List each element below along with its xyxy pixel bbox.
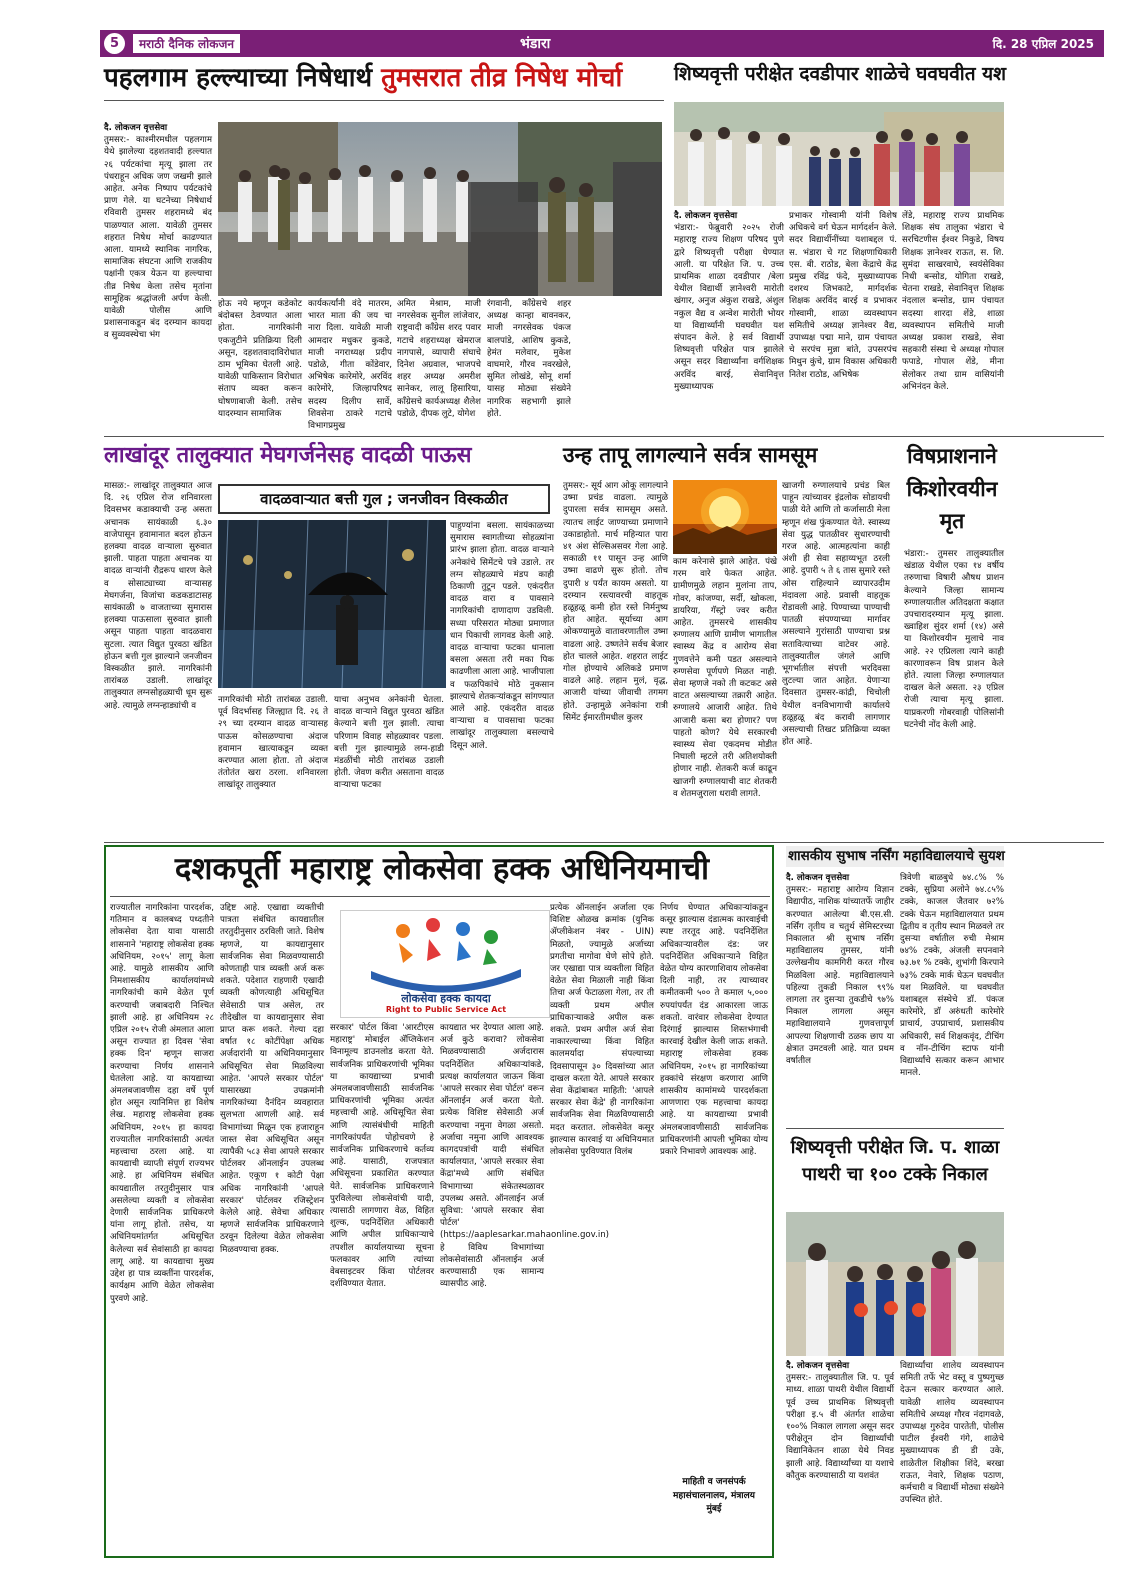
story3-rain-photo (218, 520, 446, 688)
story2-school-photo (674, 102, 1004, 206)
story2-column-3: लेंडे, महाराष्ट्र राज्य प्राथमिक शिक्षक संघ तालुका भंडारा चे सरचिटणीस ईश्वर निकुडे, विषय शिक्षक ज्ञानेश्वर राऊत, स. शि. सुमंदा साखरवाघे, स्वयंसेविका निधी बन्सोड, योगिता राखडे, चेतना राखडे, सेवानिवृत्त शिक्षक नंदलाल बन्सोड, ग्राम पंचायत सदस्या शारदा शेंडे, शाळा व्यवस्थापन समितीचे माजी अध्यक्ष प्रकाश राखडे, सेवा सहकारी संस्था चे अध्यक्ष गोपाल फपाडे, गोपाल शेंडे, मीना सेलोकर तथा ग्राम वासियांनी अभिनंदन केले. (902, 211, 1004, 392)
story6-logo (340, 910, 550, 1018)
divider (104, 842, 1104, 843)
story3-headline: लाखांदूर तालुक्यात मेघगर्जनेसह वादळी पाऊस (104, 443, 472, 468)
story1-column-3: कार्यकर्त्यांनी वंदे मातरम, भारत माता की जय चा नारा दिला. यावेळी माजी आमदार मधुकर कुकडे, माजी नगराध्यक्ष प्रदीप पडोळे, गीता कोंडेवार, अभिषेक कारेमोरे, अरविंद कारेमोरे, जिल्हापरिषद सदस्य दिलीप सार्वे, शिवसेना ठाकरे गटाचे विभागप्रमुख (308, 299, 392, 432)
story1-col1-text: तुमसर:- काश्मीरमधील पहलगाम येथे झालेल्या दहशतवादी हल्ल्यात २६ पर्यटकांचा मृत्यू झाला तर पंधराहून अधिक जण जखमी झाले आहेत. अनेक निष्पाप पर्यटकांचे प्राण गेले. या घटनेच्या निषेधार्थ रविवारी तुमसर शहरामध्ये बंद पाळण्यात आला. यावेळी तुमसर शहरात निषेध मोर्चा काढण्यात आला. यामध्ये स्थानिक नागरिक, सामाजिक संघटना आणि राजकीय पक्षांनी एकत्र येऊन या हल्ल्याचा तीव्र निषेध केला तसेच मृतांना सामूहिक श्रद्धांजली अर्पण केली. यावेळी पोलीस आणि प्रशासनाकडून बंद दरम्यान कायदा व सुव्यवस्थेचा भंग (104, 135, 212, 341)
page-header (100, 30, 1104, 57)
logo-title: लोकसेवा हक्क कायदा (401, 992, 491, 1005)
story5-column-1: भंडारा:- तुमसर तालुक्यातील खंडाळ येथील एका १४ वर्षीय तरुणाचा विषारी औषध प्राशन केल्याने जिल्हा सामान्य रुग्णालयातील अतिदक्षता कक्षात उपचारादरम्यान मृत्यू झाला. ख्वाहिश सुंदर शर्मा (१४) असे या किशोरवयीन मुलाचे नाव आहे. २२ एप्रिलला त्याने काही कारणावरून विष प्राशन केले होते. त्याला जिल्हा रुग्णालयात दाखल केले असता. २३ एप्रिल रोजी त्याचा मृत्यू झाला. याप्रकरणी गोबरवाही पोलिसांनी घटनेची नोंद केली आहे. (904, 549, 1004, 730)
story5-headline-line1: विषप्राशनाने (907, 444, 997, 468)
story4-column-2: काम करेनासे झाले आहेत. पंखे गरम वारे फेकत आहेत. ग्रामीणमुळे लहान मुलांना ताप, गोवर, कांजण्या, सर्दी, खोकला, डायरिया, गॅस्ट्रो ज्वर करीत आहेत. तुमसरचे शासकीय रुग्णालय आणि ग्रामीण भागातील स्वास्थ्य केंद्र व आरोग्य सेवा गुणवत्तेने कमी पडत असल्याने रुग्णसेवा पूर्णपणे मिळत नाही. सेवा म्हणजे नको ती कटकट असे वाटत असल्याच्या तक्रारी आहेत. रुग्णालये आजारी आहेत. तिथे आजारी कसा बरा होणार? पण पाहतो कोण? येथे सरकारची स्वास्थ्य सेवा एकदमच मोडीत निघाली म्हटले तरी अतिशयोक्ती होणार नाही. शेतकरी कर्ज काढून खाजगी रुग्णालयाची वाट शेतकरी व शेतमजुराला धरावी लागते. (673, 557, 777, 799)
divider (104, 100, 664, 101)
rain-umbrella-image (218, 520, 446, 688)
edition-date: दि. 28 एप्रिल 2025 (992, 37, 1094, 51)
story2-column-2: प्रभाकर गोस्वामी यांनी विशेष अधिकचे वर्ग घेऊन मार्गदर्शन केले. सदर विद्यार्थीनींच्या यशाबद्दल पं. स. भंडारा चे गट शिक्षणाधिकारी एस. बी. राठोड, बेला केंद्राचे केंद्र प्रमुख रविंद्र फंदे, मुख्याध्यापक दशरथ जिभकाटे, मार्गदर्शक शिक्षक अरविंद बारई व प्रभाकर गोस्वामी, शाळा व्यवस्थापन समितीचे अध्यक्ष ज्ञानेश्वर वैद्य, उपाध्यक्ष पद्मा माने, ग्राम पंचायत चे सरपंच मुन्ना बांते, उपसरपंच मिथुन कुंचे, ग्राम विकास अधिकारी नितेश राठोड, अभिषेक (789, 211, 897, 380)
story7-col1-text: तुमसर:- महाराष्ट्र आरोग्य विज्ञान विद्यापीठ, नाशिक यांच्यातर्फे जाहीर करण्यात आलेल्या बी.एस.सी. नर्सिंग तृतीय व चतुर्थ सेमिस्टरच्या निकालात श्री सुभाष नर्सिंग महाविद्यालय तुमसर, यांनी उल्लेखनीय कामगिरी करत गौरव मिळविला आहे. महाविद्यालयाने पहिल्या तुकडी निकाल ९९% लागला तर दुसऱ्या तुकडीचे ९७% निकाल लागला असून महाविद्यालयाने गुणवत्तापूर्ण आपल्या शिक्षणाची ठळक छाप या क्षेत्रात उमटवली आहे. यात प्रथम वर्षातील (786, 885, 894, 1067)
story5-headline (900, 440, 1004, 538)
story1-protest-photo (218, 122, 662, 296)
story1-byline: दै. लोकजन वृत्तसेवा (104, 123, 168, 133)
story6-column-3: सरकार' पोर्टल किंवा 'आरटीएस महाराष्ट्र' मोबाईल ॲप्लिकेशन विनामूल्य डाउनलोड करता येते. सार्वजनिक प्राधिकरणांची भूमिका या कायद्याच्या प्रभावी अंमलबजावणीसाठी सार्वजनिक प्राधिकरणांची भूमिका अत्यंत महत्त्वाची आहे. अधिसूचित सेवा आणि त्यासंबंधीची माहिती नागरिकांपर्यंत पोहोचवणे हे सार्वजनिक प्राधिकरणाचे कर्तव्य आहे. यासाठी, राजपत्रात अधिसूचना प्रकाशित करण्यात येते. सार्वजनिक प्राधिकरणाने पुरविलेल्या लोकसेवांची यादी, त्यासाठी लागणारा वेळ, विहित शुल्क, पदनिर्देशित अधिकारी आणि अपील प्राधिकाऱ्याचे तपशील कार्यालयाच्या सूचना फलकावर आणि त्यांच्या वेबसाइटवर किंवा पोर्टलवर दर्शविण्यात येतात. (330, 1023, 434, 1290)
story4-sun-photo (673, 480, 777, 554)
story8-column-2: विद्यार्थ्यांचा शालेय व्यवस्थापन समिती तर्फे भेट वस्तू व पुष्पगुच्छ देऊन सत्कार करण्यात आले. यावेळी शालेय व्यवस्थापन समितीचे अध्यक्ष गौरव नंदागवळे, उपाध्यक्ष गुरुदेव पारतेती, पोलीस पाटील ईश्वरी गंगे, शाळेचे मुख्याध्यापक डी डी उके, शाळेतील शिक्षीका शिंदे, बरखा राऊत, नेवारे, शिक्षक पठाण, कर्मचारी व विद्यार्थी मोठ्या संख्येने उपस्थित होते. (900, 1361, 1004, 1506)
story2-col1-text: भंडारा:- फेब्रुवारी २०२५ रोजी महाराष्ट्र राज्य शिक्षण परिषद पुणे द्वारे शिष्यवृत्ती परीक्षा घेण्यात आली. या परिक्षेत जि. प. उच्च प्राथमिक शाळा दवडीपार /बेला येथील विद्यार्थी ज्ञानेश्वरी मारोती खंगार, अनुज अंकुश राखडे, अंशुल नकुल वैद्य व अन्वेश मारोती भोयर या विद्यार्थ्यांनी घवघवीत यश संपादन केले. हे सर्व विद्यार्थी शिष्यवृत्ती परिक्षेत पात्र झालेले असून सदर विद्यार्थ्यांना वर्गशिक्षक अरविंद बारई, सेवानिवृत्त मुख्याध्यापक (674, 223, 784, 392)
story7-headline: शासकीय सुभाष नर्सिंग महाविद्यालयाचे सुयश (786, 846, 1004, 867)
story2-column-1 (674, 210, 784, 430)
story3-column-1: मासळ:- लाखांदूर तालुक्यात आज दि. २६ एप्रिल रोज शनिवारला दिवसभर कडाक्याची उन्ह असता अचानक सायंकाळी ६.३० वाजेपासून हवामानात बदल होऊन हलक्या वादळ वाऱ्याला सुरुवात झाली. पाहता पाहता अचानक या वादळ वाऱ्यांनी रौद्ररूप धारण केले व सोसाट्याच्या वाऱ्यासह मेघगर्जना, विजांचा कडकडाटासह सायंकाळी ७ वाजताच्या सुमारास हलक्या पाऊसाला सुरुवात झाली असून पाहता पाहता वादळवारा सुटला. त्यात विद्युत पुरवठा खंडित होऊन बत्ती गुल झाल्याने जनजीवन विस्कळीत झाले. नागरिकांनी तारांबळ उडाली. लाखांदूर तालुक्यात लग्नसोहळ्याची धूम सुरू आहे. त्यामुळे लग्नन्हाड्यांची व (104, 481, 212, 711)
story8-column-1 (786, 1360, 894, 1556)
story3-subhead: वादळवाऱ्यात बत्ती गुल ; जनजीवन विस्कळीत (218, 484, 550, 514)
story2-headline: शिष्यवृत्ती परीक्षेत दवडीपार शाळेचे घवघवीत यश (674, 63, 1007, 85)
story8-col1-text: तुमसर:- तालुक्यातील जि. प. पूर्व माध्य. शाळा पाथरी येथील विद्यार्थी पूर्व उच्च प्राथमिक शिष्यवृत्ती परीक्षा इ.५ वी अंतर्गत शाळेचा १००% निकाल लागला असून सदर परीक्षेतून दोन विद्यार्थ्यांची विद्यानिकेतन शाळा येथे निवड झाली आहे. विद्यार्थ्यांच्या या यशाचे कौतुक करण्यासाठी या यशवंत (786, 1373, 894, 1481)
logo-subtitle: Right to Public Service Act (385, 1005, 507, 1014)
story1-headline (104, 64, 669, 93)
story2-byline: दै. लोकजन वृत्तसेवा (674, 211, 738, 221)
story1-column-4: अमित मेश्राम, माजी नगरसेवक सुनील लांजेवार, राष्ट्रवादी काँग्रेस शरद पवार गटाचे शहराध्यक्ष खेमराज नागपासे, व्यापारी संघाचे दिनेश अग्रवाल, भाजपचे शहर अध्यक्ष अमरीश सानेकर, लालू हिसारिया, काँग्रेसचे कार्यअध्यक्ष शैलेश पडोळे, दीपक लुटे, योगेश (397, 299, 481, 419)
story7-byline: दै. लोकजन वृत्तसेवा (786, 873, 850, 883)
credit-line-1: माहिती व जनसंपर्क (682, 1477, 746, 1487)
hot-sun-image (673, 480, 777, 554)
credit-line-3: मुंबई (706, 1504, 722, 1514)
students-felicitation-image (786, 1212, 1004, 1356)
credit-line-2: महासंचालनालय, मंत्रालय (673, 1490, 755, 1501)
story7-column-1 (786, 872, 894, 1122)
divider (786, 1128, 1004, 1129)
story8-students-photo (786, 1212, 1004, 1356)
story4-column-1: तुमसर:- सूर्य आग ओकू लागल्याने उष्मा प्रचंड वाढला. त्यामुळे दुपारला सर्वत्र सामसूम असते. त्यातच लाईट जाण्याच्या प्रमाणाने उकाडाहोतो. मार्च महिन्यात पारा ४१ अंश सेल्सिअसवर गेला आहे. सकाळी ११ पासून उन्ह आणि उष्मा वाढणे सुरू होतो. तोच दुपारी ४ पर्यंत कायम असतो. या दरम्यान रस्त्यावरची वाहतूक हळूहळू कमी होत रस्ते निर्मनुष्य होत आहेत. सूर्याच्या आग ओकण्यामुळे वातावरणातील उष्मा वाढला आहे. उष्णतेने सर्वच बेजार होत चालले आहेत. शहरात लाईट गोल होण्याचे अलिकडे प्रमाण वाढले आहे. लहान मुलं, वृद्ध, आजारी यांच्या जीवाची तगमग होते. उन्हामुळे अनेकांना रात्री सिमेंट ईमारतीमधील कुलर (563, 481, 668, 723)
school-felicitation-image (674, 102, 1004, 206)
edition-city: भंडारा (520, 36, 551, 52)
newspaper-name: मराठी दैनिक लोकजन (132, 33, 241, 54)
story1-column-5: रंगवानी, काँग्रेसचे शहर अध्यक्ष कान्हा बावनकर, माजी नगरसेवक पंकज बालपांडे, आशिष कुकडे, हेमंत मलेवार, मुकेश वाघमारे, गौरव नवरखेले, सुमित लोखंडे, सोनू शर्मा यासह मोठ्या संख्येने नागरिक सहभागी झाले होते. (487, 299, 571, 419)
story4-headline: उन्ह तापू लागल्याने सर्वत्र सामसूम (563, 443, 818, 467)
story6-column-6: निर्णय घेण्यात अधिकाऱ्यांकडून कसूर झाल्यास दंडात्मक कारवाईची स्पष्ट तरतूद आहे. पदनिर्देशित अधिकाऱ्यावरील दंड: जर पदनिर्देशित अधिकाऱ्याने विहित वेळेत योग्य कारणाशिवाय लोकसेवा दिली नाही, तर त्याच्यावर कमीतकमी ५०० ते कमाल ५,००० रुपयांपर्यंत दंड आकारला जाऊ शकतो. वारंवार लोकसेवा देण्यात दिरंगाई झाल्यास शिस्तभंगाची कारवाई देखील केली जाऊ शकते. महाराष्ट्र लोकसेवा हक्क अधिनियम, २०१५ हा नागरिकांच्या हक्कांचे संरक्षण करणारा आणि शासकीय कामांमध्ये पारदर्शकता आणणारा एक महत्त्वाचा कायदा आहे. या कायद्याच्या प्रभावी अंमलबजावणीसाठी सार्वजनिक प्राधिकरणांनी आपली भूमिका योग्य प्रकारे निभावणे आवश्यक आहे. (660, 903, 768, 1158)
story1-headline-red: तुमसरात तीव्र निषेध मोर्चा (381, 63, 623, 93)
story6-headline: दशकपूर्ती महाराष्ट्र लोकसेवा हक्क अधिनियमाची (174, 851, 710, 887)
story1-column-2: होऊ नये म्हणून कडेकोट बंदोबस्त ठेवण्यात आला होता. नागरिकांनी एकजुटीने प्रतिक्रिया दिली असून, दहशतवादाविरोधात ठाम भूमिका घेतली आहे. यावेळी पाकिस्तान विरोधात संताप व्यक्त करून घोषणाबाजी केली. तसेच यादरम्यान सामाजिक (218, 299, 302, 419)
story3-column-4: पाहुण्यांना बसला. सायंकाळच्या सुमारास स्वागतीच्या सोहळ्यांना प्रारंभ झाला होता. वादळ वाऱ्याने अनेकांचे सिमेंटचे पत्रे उडाले. तर लग्न सोहळ्याचे मंडप काही ठिकाणी तुटून पडले. एकंदरीत वादळ वारा व पावसाने नागरिकांची दाणादाण उडविली. सध्या परिसरात मोठ्या प्रमाणात धान पिकाची लागवड केली आहे. वादळ वाऱ्याचा फटका धानाला बसला असता तरी मका पिक काढणीला आला आहे. भाजीपाला व फळपिकांचे मोठे नुकसान झाल्याचे शेतकऱ्यांकडून सांगण्यात आले आहे. एकंदरीत वादळ वाऱ्याचा व पावसाचा फटका लाखांदूर तालुक्याला बसल्याचे दिसून आले. (450, 521, 554, 751)
story8-byline: दै. लोकजन वृत्तसेवा (786, 1361, 850, 1371)
page-number: 5 (104, 33, 125, 54)
story6-column-1: राज्यातील नागरिकांना पारदर्शक, गतिमान व कालबध्द पध्दतीने लोकसेवा देता यावा यासाठी शासनाने 'महाराष्ट्र लोकसेवा हक्क अधिनियम, २०१५' लागू केला आहे. यामुळे शासकीय आणि निमशासकीय कार्यालयांमध्ये नागरिकांची कामे वेळेत पूर्ण करण्याची जबाबदारी निश्चित झाली आहे. हा अधिनियम २८ एप्रिल २०१५ रोजी अंमलात आला असून राज्यात हा दिवस 'सेवा हक्क दिन' म्हणून साजरा करण्याचा निर्णय शासनाने घेतलेला आहे. या कायद्याच्या अंमलबजावणीस दहा वर्षे पूर्ण होत असून त्यानिमित्त हा विशेष लेख. महाराष्ट्र लोकसेवा हक्क अधिनियम, २०१५ हा कायदा राज्यातील नागरिकांसाठी अत्यंत महत्त्वाचा ठरला आहे. या कायद्याची व्याप्ती संपूर्ण राज्यभर आहे. हा अधिनियम संबंधित कायद्यातील तरतुदीनुसार पात्र असलेल्या व्यक्ती व लोकसेवा देणारी सार्वजनिक प्राधिकरणे यांना लागू होतो. तसेच, या अधिनियमांतर्गत अधिसूचित केलेल्या सर्व सेवांसाठी हा कायदा लागू आहे. या कायद्याचा मुख्य उद्देश हा पात्र व्यक्तींना पारदर्शक, कार्यक्षम आणि वेळेत लोकसेवा पुरवणे आहे. (110, 903, 214, 1304)
story1-column-1 (104, 122, 212, 432)
story6-column-2: उद्दिष्ट आहे. एखाद्या व्यक्तीची पात्रता संबंधित कायद्यातील तरतुदीनुसार ठरविली जाते. विशेष म्हणजे, या कायद्यानुसार सार्वजनिक सेवा मिळवण्यासाठी कोणताही पात्र व्यक्ती अर्ज करू शकते. पदेशात राहणारी एखादी व्यक्ती कोणत्याही अधिसूचित सेवेसाठी पात्र असेल, तर तीदेखील या कायद्यानुसार सेवा प्राप्त करू शकते. गेल्या दहा वर्षात १८ कोटींपेक्षा अधिक अर्जदारांनी या अधिनियमानुसार अधिसूचित सेवा मिळविल्या आहेत. 'आपले सरकार पोर्टल' यासारख्या उपक्रमांनी नागरिकांच्या दैनंदिन व्यवहारात सुलभता आणली आहे. सर्व विभागांच्या मिळून एक हजाराहून जास्त सेवा अधिसूचित असून त्यापैकी ५८३ सेवा आपले सरकार पोर्टलवर ऑनलाईन उपलब्ध आहेत. एकूण १ कोटी पेक्षा अधिक नागरिकांनी 'आपले सरकार' पोर्टलवर रजिस्ट्रेशन केलेले आहे. सेवेचा अधिकार म्हणजे सार्वजनिक प्राधिकरणाने ठरवून दिलेल्या वेळेत लोकसेवा मिळवण्याचा हक्क. (220, 903, 324, 1255)
story4-column-3: खाजगी रुग्णालयाचे प्रचंड बिल पाहून त्यांच्यावर इंद्रलोक सोडायची पाळी येते आणि तो कर्जासाठी मेला म्हणून शंख फुंकण्यात येते. स्वास्थ्य सेवा युद्ध पातळीवर सुधारण्याची गरज आहे. आत्महत्यांना काही अंशी ही सेवा सहाय्यभूत ठरली आहे. दुपारी ५ ते ६ तास सुमारे रस्ते ओस राहिल्याने व्यापारउदीम मंदावला आहे. प्रवासी वाहतूक रोडावली आहे. पिण्याच्या पाण्याची पातळी संपण्याच्या मार्गावर असल्याने गुरांसाठी पाण्याचा प्रश्न सतावित्याच्या वाटेवर आहे. तालुक्यातील जंगले आणि भूगर्भातील संपत्ती भरदिवसा लुटल्या जात आहेत. येणाऱ्या दिवसात तुमसर-कांद्री, चिचोली येथील वनविभागाची कार्यालये हळूहळू बंद करावी लागणार असल्याची तिखट प्रतिक्रिया व्यक्त होत आहे. (782, 481, 890, 748)
story8-headline (786, 1134, 1004, 1188)
story6-column-5: प्रत्येक ऑनलाईन अर्जाला एक विशिष्ट ओळख क्रमांक (युनिक ॲप्लीकेशन नंबर - UIN) मिळतो, ज्यामुळे अर्जाच्या प्रगतीचा मागोवा घेणे सोपे होते. जर एखाद्या पात्र व्यक्तीला विहित वेळेत सेवा मिळाली नाही किंवा तिचा अर्ज फेटाळला गेला, तर ती व्यक्ती प्रथम अपील प्राधिकाऱ्याकडे अपील करू शकते. प्रथम अपील अर्ज सेवा नाकारल्याच्या किंवा विहित कालमर्यादा संपल्याच्या दिवसापासून ३० दिवसांच्या आत दाखल करता येते. आपले सरकार सेवा केंद्रांबाबत माहिती: 'आपले सरकार सेवा केंद्रे' ही नागरिकांना सार्वजनिक सेवा मिळविण्यासाठी मदत करतात. लोकसेवेत कसूर झाल्यास कारवाई या अधिनियमात लोकसेवा पुरविण्यात विलंब (550, 903, 654, 1158)
divider (104, 436, 1104, 437)
story1-headline-black: पहलगाम हल्ल्याच्या निषेधार्थ (104, 63, 373, 93)
story6-credit (660, 1476, 768, 1517)
story6-column-4: कायद्यात भर देण्यात आला आहे. अर्ज कुठे करावा? लोकसेवा मिळवण्यासाठी अर्जदारास पदनिर्देशित अधिकाऱ्यांकडे, प्रत्यक्ष कार्यालयात जाऊन किंवा 'आपले सरकार सेवा पोर्टल' वरून ऑनलाईन अर्ज करता येतो. प्रत्येक विशिष्ट सेवेसाठी अर्ज करण्याचा नमुना वेगळा असतो. अर्जाचा नमुना आणि आवश्यक कागदपत्रांची यादी संबंधित कार्यालयात, 'आपले सरकार सेवा केंद्रा'मध्ये आणि संबंधित विभागाच्या संकेतस्थळावर उपलब्ध असते. ऑनलाईन अर्ज सुविधा: 'आपले सरकार सेवा पोर्टल' (https://aaplesarkar.mahaonline.gov.in) हे विविध विभागांच्या लोकसेवांसाठी ऑनलाईन अर्ज करण्यासाठी एक सामान्य व्यासपीठ आहे. (440, 1023, 610, 1290)
story8-headline-line2: पाथरी चा १०० टक्के निकाल (802, 1164, 988, 1185)
story7-column-2: त्रिवेणी बाळबुधे ७४.८% % टक्के, सुप्रिया अलोने ७४.८५% टक्के, काजल जैतवार ७२% टक्के घेऊन महाविद्यालयात प्रथम द्वितीय व तृतीय स्थान मिळवले तर दुसऱ्या वर्षातील रुची मेश्राम ७४% टक्के, अंजली सपनवाने ७३.७१ % टक्के, शुभांगी किरपाने ७३% टक्के मार्क घेऊन घवघवीत यश मिळविले. या घवघवीत यशाबद्दल संस्थेचे डॉ. पंकज कारेमोरे, डॉ अरुंधती कारेमोरे प्राचार्य, उपप्राचार्य, प्रशासकीय अधिकारी, सर्व शिक्षकवृंद, टीचिंग व नॉन-टीचिंग स्टाफ यांनी विद्यार्थ्यांचे सत्कार करून आभार मानले. (900, 873, 1004, 1079)
story5-headline-line3: मृत (939, 509, 965, 534)
story5-headline-line2: किशोरवयीन (906, 476, 998, 501)
story3-column-2: नागरिकांची मोठी तारांबळ उडाली. पूर्व विदर्भासह जिल्ह्यात दि. २६ ते २९ च्या दरम्यान वादळ वाऱ्यासह पाऊस कोसळण्याचा अंदाज हवामान खात्याकडून व्यक्त करण्यात आला होता. तो अंदाज तंतोतंत खरा ठरला. शनिवारला लाखांदूर तालुक्यात (218, 695, 328, 791)
story3-column-3: याचा अनुभव अनेकांनी घेतला. वादळ वाऱ्याने विद्युत पुरवठा खंडित केल्याने बत्ती गुल झाली. त्याचा परिणाम विवाह सोहळ्यावर पडला. बत्ती गुल झाल्यामुळे लग्न-हाडी मंडळींची मोठी तारांबळ उडाली होती. जेवण करीत असताना वादळ वाऱ्याचा फटका (334, 695, 444, 791)
divider (110, 896, 770, 897)
story8-headline-line1: शिष्यवृत्ती परीक्षेत जि. प. शाळा (790, 1137, 1000, 1158)
protest-march-image (218, 122, 662, 296)
service-hand-icon (341, 911, 551, 993)
